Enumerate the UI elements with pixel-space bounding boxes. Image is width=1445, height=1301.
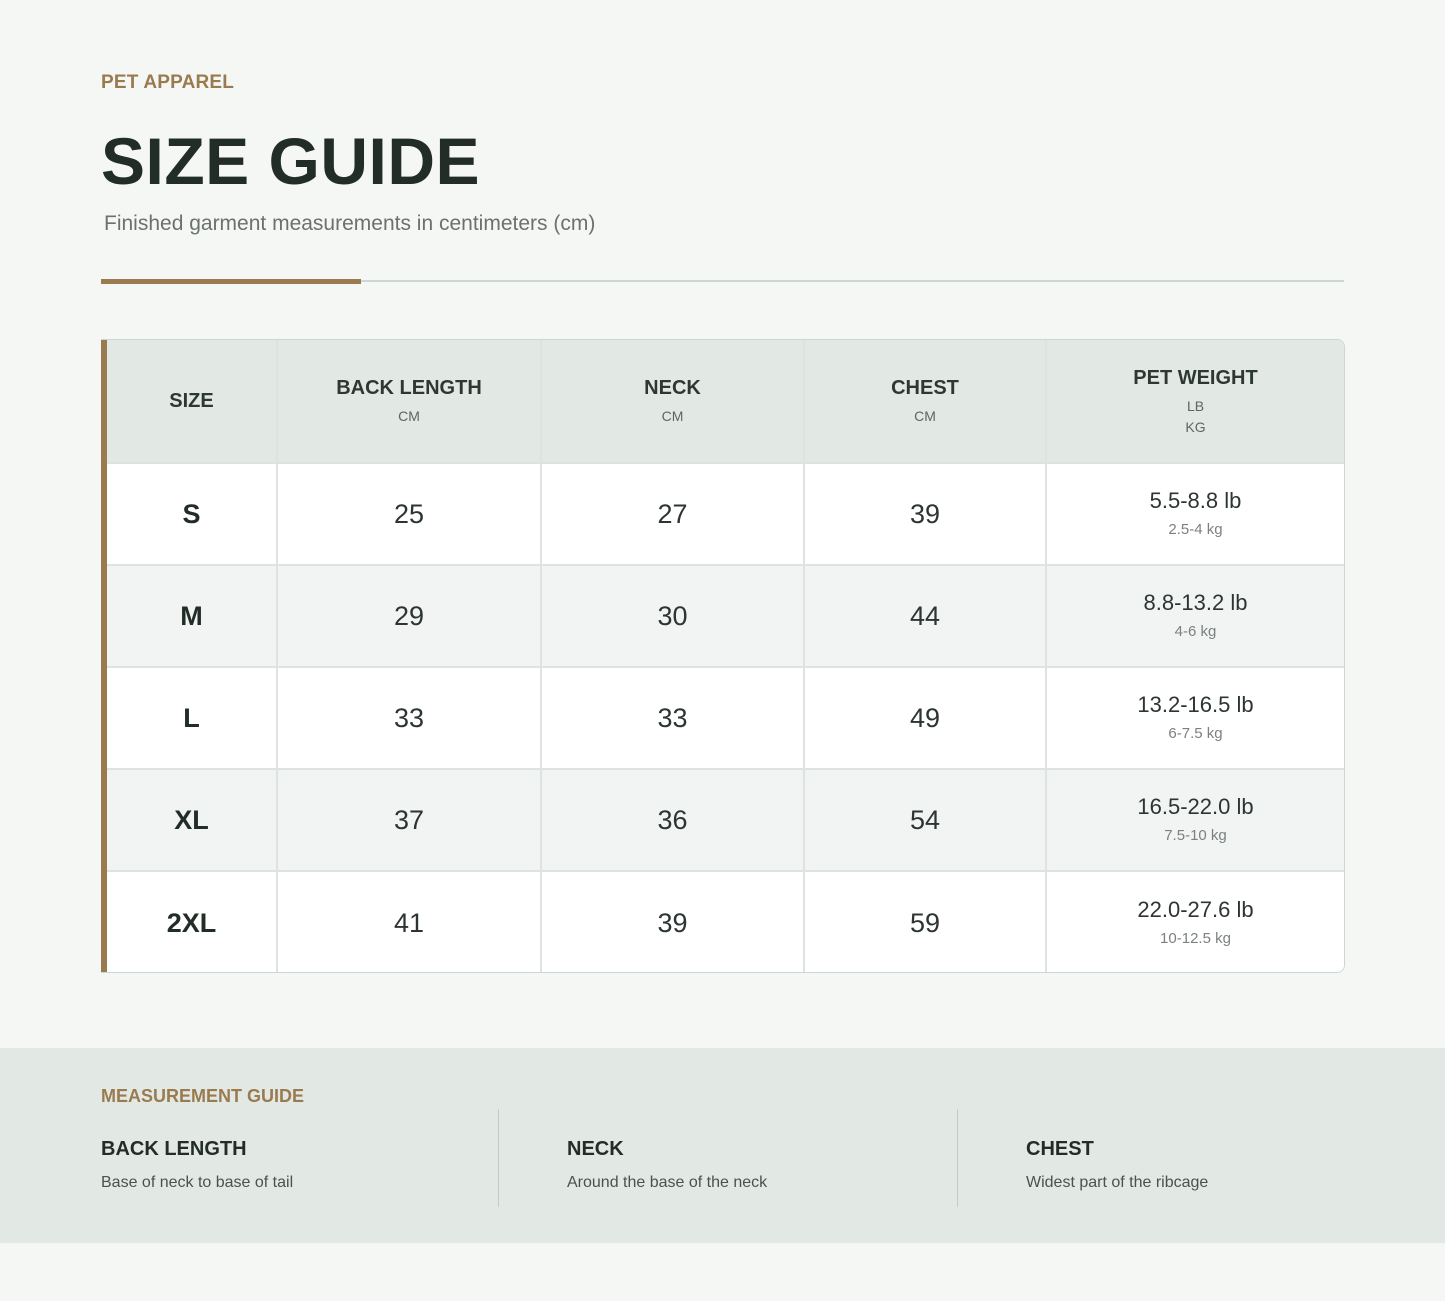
chest-value: 44 bbox=[909, 600, 941, 631]
back-length-value: 29 bbox=[393, 600, 425, 631]
neck-cell bbox=[542, 668, 805, 770]
header-label: CHEST bbox=[891, 377, 959, 399]
neck-value: 30 bbox=[657, 600, 688, 631]
chest-cell bbox=[805, 464, 1047, 566]
header-unit: LB bbox=[1186, 397, 1205, 414]
weight-kg-value: 6-7.5 kg bbox=[1168, 725, 1223, 742]
weight-kg-value: 4-6 kg bbox=[1174, 623, 1217, 640]
back-length-cell bbox=[278, 668, 542, 770]
chest-value: 54 bbox=[909, 804, 941, 835]
size-cell bbox=[107, 872, 278, 973]
back-length-cell bbox=[278, 770, 542, 872]
back-length-cell bbox=[278, 872, 542, 973]
header-label: NECK bbox=[644, 377, 701, 399]
header-label: BACK LENGTH bbox=[336, 377, 482, 399]
size-table-grid bbox=[107, 340, 1344, 972]
guide-item-desc: Around the base of the neck bbox=[567, 1174, 768, 1191]
guide-item-title: BACK LENGTH bbox=[101, 1138, 247, 1160]
neck-value: 27 bbox=[657, 498, 688, 529]
weight-kg-value: 2.5-4 kg bbox=[1168, 521, 1223, 538]
table-accent-bar bbox=[101, 340, 107, 972]
header-unit: CM bbox=[914, 408, 936, 424]
neck-cell bbox=[542, 566, 805, 668]
guide-item-neck bbox=[567, 1136, 767, 1194]
pet-weight-cell bbox=[1047, 566, 1344, 668]
guide-item-desc: Widest part of the ribcage bbox=[1026, 1174, 1209, 1191]
pet-weight-cell bbox=[1047, 872, 1344, 973]
guide-item-title: NECK bbox=[567, 1138, 624, 1160]
chest-value: 49 bbox=[909, 702, 941, 733]
neck-value: 33 bbox=[657, 702, 688, 733]
size-label: L bbox=[183, 702, 200, 733]
size-label: XL bbox=[174, 804, 209, 835]
weight-kg-value: 10-12.5 kg bbox=[1160, 930, 1231, 947]
header-unit: CM bbox=[661, 408, 684, 424]
header bbox=[101, 70, 234, 96]
pet-weight-cell bbox=[1047, 668, 1344, 770]
header-cell-neck bbox=[542, 340, 805, 464]
header-cell-back-length bbox=[278, 340, 542, 464]
neck-value: 36 bbox=[657, 804, 688, 835]
size-cell bbox=[107, 770, 278, 872]
chest-cell bbox=[805, 872, 1047, 973]
neck-cell bbox=[542, 872, 805, 973]
chest-value: 59 bbox=[909, 907, 941, 938]
weight-kg-value: 7.5-10 kg bbox=[1164, 827, 1227, 844]
size-cell bbox=[107, 464, 278, 566]
guide-divider bbox=[957, 1109, 958, 1207]
pet-weight-cell bbox=[1047, 770, 1344, 872]
header-cell-pet-weight bbox=[1047, 340, 1344, 464]
size-label: S bbox=[182, 498, 201, 529]
header-unit: KG bbox=[1185, 418, 1206, 435]
chest-cell bbox=[805, 566, 1047, 668]
back-length-cell bbox=[278, 464, 542, 566]
neck-value: 39 bbox=[657, 907, 688, 938]
header-cell-size bbox=[107, 340, 278, 464]
guide-item-desc: Base of neck to base of tail bbox=[101, 1174, 294, 1191]
weight-lb-value: 22.0-27.6 lb bbox=[1137, 897, 1254, 922]
chest-cell bbox=[805, 770, 1047, 872]
chest-cell bbox=[805, 668, 1047, 770]
page-title: SIZE GUIDE bbox=[101, 124, 481, 198]
weight-lb-value: 16.5-22.0 lb bbox=[1137, 794, 1254, 819]
back-length-cell bbox=[278, 566, 542, 668]
chest-value: 39 bbox=[909, 498, 941, 529]
weight-lb-value: 5.5-8.8 lb bbox=[1149, 488, 1242, 513]
divider-accent bbox=[101, 279, 361, 284]
size-cell bbox=[107, 668, 278, 770]
size-table bbox=[101, 339, 1345, 973]
header-label: PET WEIGHT bbox=[1133, 366, 1258, 389]
weight-lb-value: 8.8-13.2 lb bbox=[1143, 590, 1248, 615]
header-unit: CM bbox=[398, 408, 420, 424]
back-length-value: 37 bbox=[393, 804, 425, 835]
eyebrow-label: PET APPAREL bbox=[101, 72, 235, 93]
back-length-value: 25 bbox=[393, 498, 425, 529]
header-label: SIZE bbox=[169, 390, 214, 412]
weight-lb-value: 13.2-16.5 lb bbox=[1137, 692, 1254, 717]
size-cell bbox=[107, 566, 278, 668]
neck-cell bbox=[542, 464, 805, 566]
guide-divider bbox=[498, 1109, 499, 1207]
guide-item-back-length bbox=[101, 1136, 293, 1194]
neck-cell bbox=[542, 770, 805, 872]
size-label: 2XL bbox=[166, 907, 217, 938]
measurement-guide bbox=[0, 1048, 1445, 1243]
guide-item-title: CHEST bbox=[1026, 1138, 1094, 1160]
back-length-value: 41 bbox=[393, 907, 425, 938]
page-subtitle: Finished garment measurements in centimeters (cm) bbox=[104, 212, 596, 235]
header-cell-chest bbox=[805, 340, 1047, 464]
pet-weight-cell bbox=[1047, 464, 1344, 566]
size-label: M bbox=[180, 600, 203, 631]
guide-eyebrow: MEASUREMENT GUIDE bbox=[101, 1086, 305, 1106]
guide-item-chest bbox=[1026, 1136, 1208, 1194]
back-length-value: 33 bbox=[393, 702, 425, 733]
